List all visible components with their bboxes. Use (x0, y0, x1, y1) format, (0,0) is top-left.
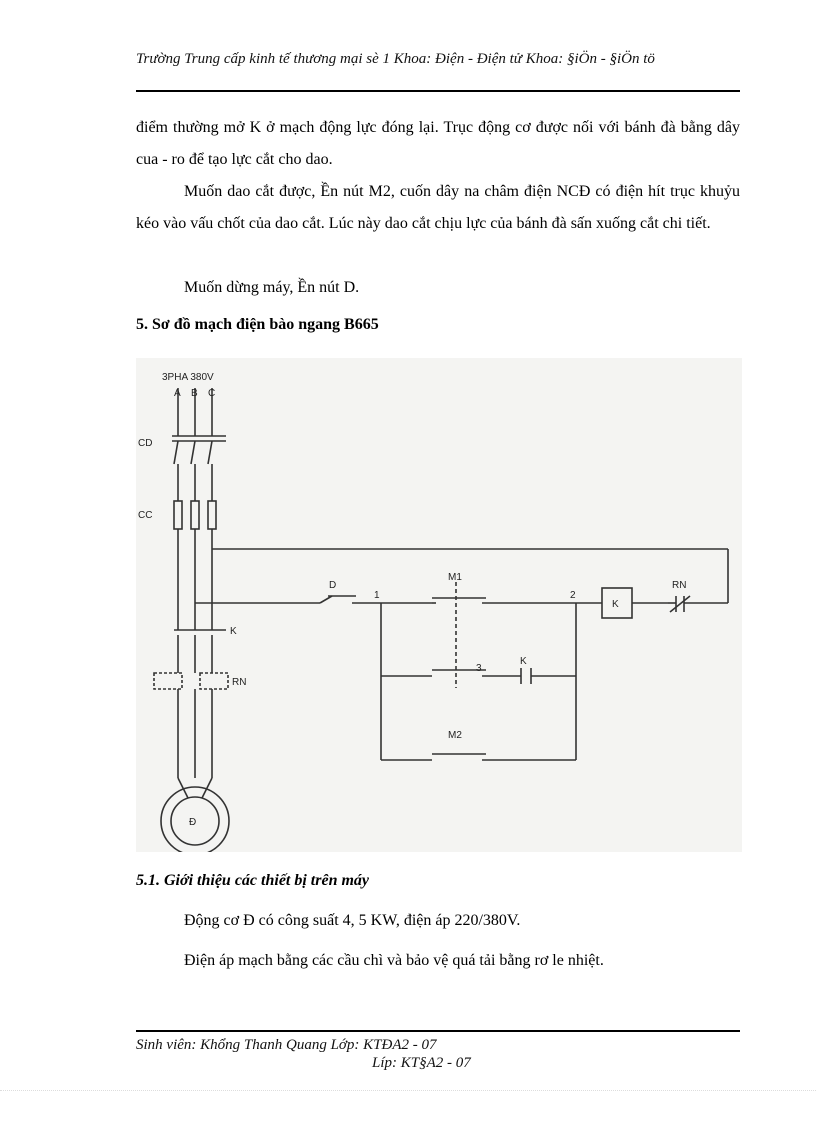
phase-a-label: A (174, 388, 181, 399)
thermal-relay-2 (200, 673, 228, 689)
paragraph-1: điểm thường mở K ở mạch động lực đóng lại. Trục động cơ được nối với bánh đà bằng dây cua - ro để tạo lực cắt cho dao. (136, 119, 740, 168)
circuit-diagram (136, 358, 742, 852)
fuse-c (208, 501, 216, 529)
paragraph-3: Muốn dừng máy, Ền nút D. (184, 279, 360, 296)
header-rule (136, 90, 740, 92)
k-hold-label: K (520, 656, 527, 667)
cd-label: CD (138, 438, 153, 449)
node-3-label: 3 (476, 663, 482, 674)
m1-label: M1 (448, 572, 462, 583)
fuse-a (174, 501, 182, 529)
circuit-diagram-svg (136, 358, 742, 852)
thermal-relay-1 (154, 673, 182, 689)
stop-button-label: D (329, 580, 337, 591)
page-footer (136, 1036, 740, 1072)
subsection-title: 5.1. Giới thiệu các thiết bị trên máy (136, 872, 370, 889)
cc-label: CC (138, 510, 153, 521)
equipment-paragraph-1: Động cơ Đ có công suất 4, 5 KW, điện áp 220/380V. (184, 912, 521, 929)
phase-b-label: B (191, 388, 198, 399)
footer-line-1: Sinh viên: Khổng Thanh Quang Lớp: KTĐA2 - 07 (136, 1037, 437, 1053)
footer-line-2: Líp: KT§A2 - 07 (372, 1055, 471, 1071)
fuse-b (191, 501, 199, 529)
bottom-dotted-line (0, 1090, 816, 1091)
section-title: 5. Sơ đồ mạch điện bào ngang B665 (136, 316, 379, 333)
k-main-label: K (230, 626, 237, 637)
equipment-paragraph-2: Điện áp mạch bằng các cầu chì và bảo vệ quá tải bằng rơ le nhiệt. (184, 952, 604, 969)
coil-k-label: K (612, 599, 619, 610)
m2-label: M2 (448, 730, 462, 741)
node-1-label: 1 (374, 590, 380, 601)
paragraph-2: Muốn dao cắt được, Ền nút M2, cuốn dây na châm điện NCĐ có điện hít trục khuỷu kéo vào vấu chốt của dao cắt. Lúc này dao cắt chịu lực của bánh đà sấn xuống cắt chi tiết. (136, 183, 740, 232)
supply-label: 3PHA 380V (162, 372, 214, 383)
footer-rule (136, 1030, 740, 1032)
page-header: Trường Trung cấp kinh tế thương mại sè 1 Khoa: Điện - Điện tử Khoa: §iÖn - §iÖn tö (136, 51, 655, 67)
rn-contact-label: RN (672, 580, 687, 591)
motor-label: Đ (189, 817, 197, 828)
node-2-label: 2 (570, 590, 576, 601)
phase-c-label: C (208, 388, 216, 399)
rn-relay-label: RN (232, 677, 247, 688)
